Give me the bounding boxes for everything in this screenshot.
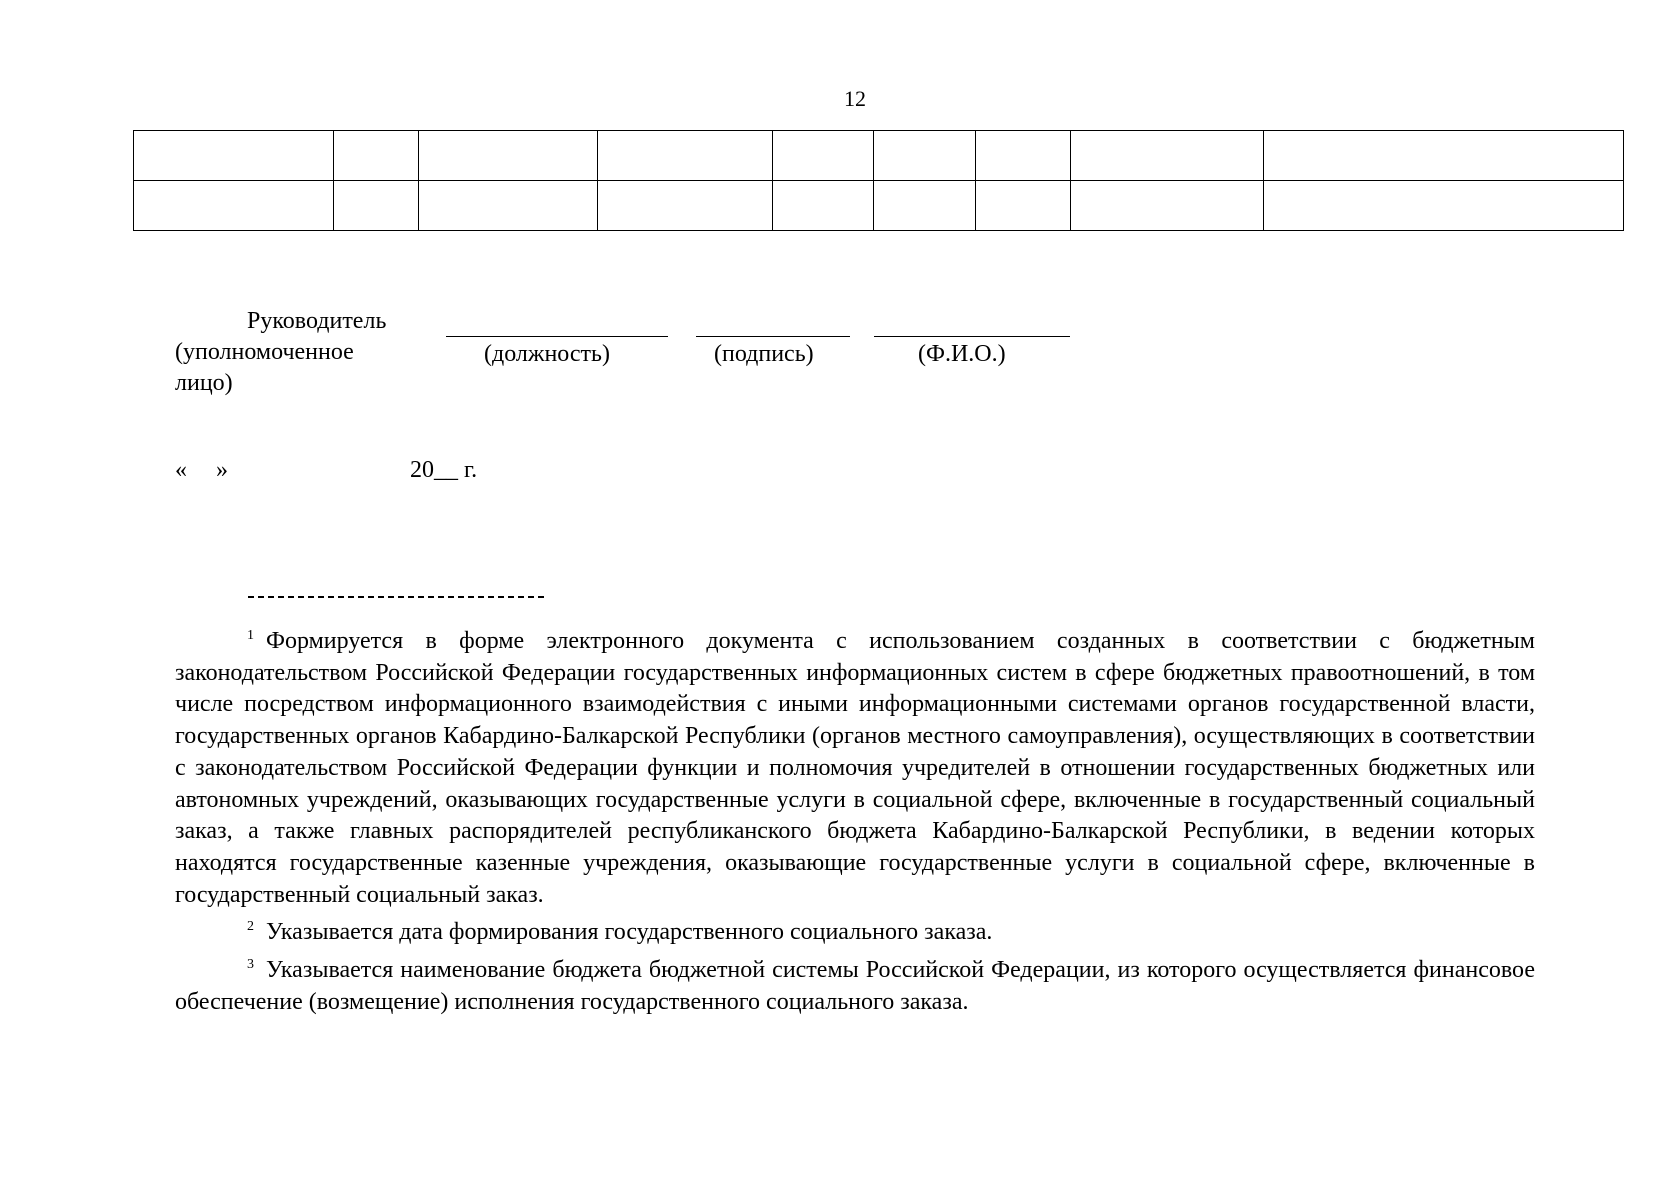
table-cell[interactable] <box>1264 181 1624 231</box>
table-cell[interactable] <box>598 131 773 181</box>
table-row <box>134 181 1624 231</box>
date-year: 20__ г. <box>410 457 478 483</box>
table-cell[interactable] <box>334 181 419 231</box>
signatory-label-line2: (уполномоченное <box>175 339 354 365</box>
table-cell[interactable] <box>976 131 1071 181</box>
footnote-1 <box>175 620 1535 911</box>
footnote-mark: 2 <box>247 919 254 935</box>
date-quote-open: « <box>175 457 187 483</box>
table-cell[interactable] <box>598 181 773 231</box>
blank-table <box>133 130 1624 231</box>
position-caption: (должность) <box>484 341 610 367</box>
signature-caption: (подпись) <box>714 341 814 367</box>
table-cell[interactable] <box>1071 181 1264 231</box>
table-cell[interactable] <box>134 131 334 181</box>
footnote-2 <box>175 911 1535 949</box>
signatory-label-line3: лицо) <box>175 370 233 396</box>
name-caption: (Ф.И.О.) <box>918 341 1006 367</box>
footnote-3 <box>175 949 1535 1018</box>
table-cell[interactable] <box>419 131 598 181</box>
table-cell[interactable] <box>334 131 419 181</box>
signature-line[interactable] <box>696 336 850 337</box>
footnote-mark: 3 <box>247 957 254 973</box>
footnote-text: Формируется в форме электронного документа с использованием созданных в соответствии с бюджетным законодательством Российской Федерации государственных информационных систем в сфере бюджетных правоотношений, в том числе посредством информационного взаимодействия с иными информационными системами органов государственной власти, государственных органов Кабардино-Балкарской Республики (органов местного самоуправления), осуществляющих в соответствии с законодательством Российской Федерации функции и полномочия учредителей в отношении государственных бюджетных или автономных учреждений, оказывающих государственные услуги в социальной сфере, включенные в государственный социальный заказ, а также главных распорядителей республиканского бюджета Кабардино-Балкарской Республики, в ведении которых находятся государственные казенные учреждения, оказывающие государственные услуги в социальной сфере, включенные в государственный социальный заказ. <box>175 628 1535 908</box>
table-cell[interactable] <box>976 181 1071 231</box>
table-cell[interactable] <box>773 131 874 181</box>
name-line[interactable] <box>874 336 1070 337</box>
table-cell[interactable] <box>773 181 874 231</box>
signatory-label <box>175 306 386 399</box>
position-line[interactable] <box>446 336 668 337</box>
table-cell[interactable] <box>1071 131 1264 181</box>
table-cell[interactable] <box>1264 131 1624 181</box>
footnote-text: Указывается дата формирования государственного социального заказа. <box>266 919 993 946</box>
footnotes <box>175 620 1535 1018</box>
table-cell[interactable] <box>874 181 976 231</box>
table-row <box>134 131 1624 181</box>
table-cell[interactable] <box>134 181 334 231</box>
footnote-separator <box>248 596 544 598</box>
footnote-mark: 1 <box>247 628 254 643</box>
page-number: 12 <box>844 86 866 111</box>
table-cell[interactable] <box>419 181 598 231</box>
signatory-label-line1: Руководитель <box>247 308 387 334</box>
footnote-text: Указывается наименование бюджета бюджетной системы Российской Федерации, из которого осуществляется финансовое обеспечение (возмещение) исполнения государственного социального заказа. <box>175 957 1535 1015</box>
table-cell[interactable] <box>874 131 976 181</box>
date-quote-close: » <box>216 457 228 483</box>
